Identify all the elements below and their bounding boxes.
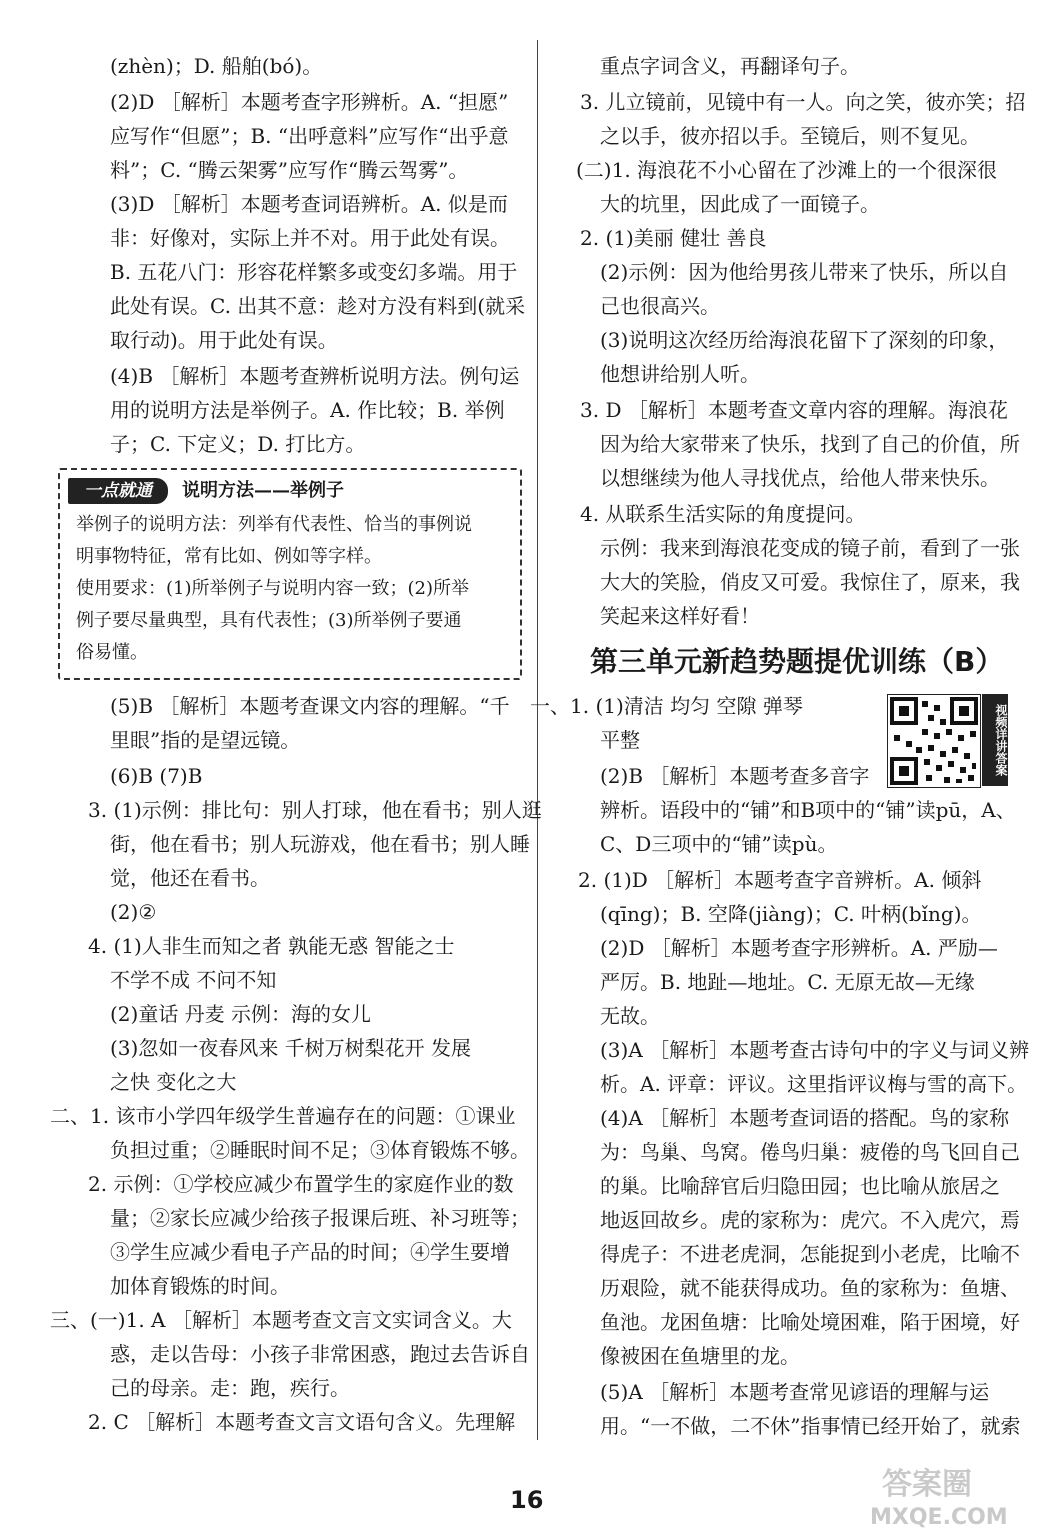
text-line: B. 五花八门：形容花样繁多或变幻多端。用于 (110, 260, 518, 284)
text-line: 4. 从联系生活实际的角度提问。 (580, 502, 866, 526)
text-line: 3. (1)示例：排比句：别人打球，他在看书；别人逛 (88, 798, 542, 822)
text-line: (qīng)；B. 空降(jiàng)；C. 叶柄(bǐng)。 (600, 902, 982, 926)
text-line: 笑起来这样好看！ (600, 604, 760, 628)
text-line: (3)A ［解析］本题考查古诗句中的字义与词义辨 (600, 1038, 1030, 1062)
text-line: 3. D ［解析］本题考查文章内容的理解。海浪花 (580, 398, 1008, 422)
text-line: (2)B ［解析］本题考查多音字 (600, 764, 870, 788)
text-line: 析。A. 评章：评议。这里指评议梅与雪的高下。 (600, 1072, 1028, 1096)
text-line: 此处有误。C. 出其不意：趁对方没有料到(就采 (110, 294, 526, 318)
text-line: 2. C ［解析］本题考查文言文语句含义。先理解 (88, 1410, 516, 1434)
text-line: 严厉。B. 地趾—地址。C. 无原无故—无缘 (600, 970, 975, 994)
text-line: 己也很高兴。 (600, 294, 720, 318)
text-line: (二)1. 海浪花不小心留在了沙滩上的一个很深很 (576, 158, 998, 182)
text-line: 大的坑里，因此成了一面镜子。 (600, 192, 880, 216)
text-line: 非：好像对，实际上并不对。用于此处有误。 (110, 226, 510, 250)
text-line: 料”；C. “腾云架雾”应写作“腾云驾雾”。 (110, 158, 469, 182)
tip-line: 俗易懂。 (76, 642, 148, 663)
text-line: 重点字词含义，再翻译句子。 (600, 54, 860, 78)
text-line: 辨析。语段中的“铺”和B项中的“铺”读pū，A、 (600, 798, 1016, 822)
text-line: 用。“一不做，二不休”指事情已经开始了，就索 (600, 1414, 1021, 1438)
qr-code-icon[interactable] (887, 694, 981, 788)
text-line: (3)D ［解析］本题考查词语辨析。A. 似是而 (110, 192, 508, 216)
text-line: 街，他在看书；别人玩游戏，他在看书；别人睡 (110, 832, 530, 856)
text-line: 二、1. 该市小学四年级学生普遍存在的问题：①课业 (50, 1104, 516, 1128)
text-line: 像被困在鱼塘里的龙。 (600, 1344, 800, 1368)
text-line: 负担过重；②睡眠时间不足；③体育锻炼不够。 (110, 1138, 530, 1162)
text-line: 得虎子：不进老虎洞，怎能捉到小老虎，比喻不 (600, 1242, 1020, 1266)
qr-label: 视频详讲答案 (982, 694, 1008, 786)
text-line: 取行动)。用于此处有误。 (110, 328, 338, 352)
text-line: (2)D ［解析］本题考查字形辨析。A. “担愿” (110, 90, 509, 114)
text-line: 三、(一)1. A ［解析］本题考查文言文实词含义。大 (50, 1308, 512, 1332)
watermark-url: MXQE.COM (870, 1505, 1008, 1530)
text-line: 2. (1)美丽 健壮 善良 (580, 226, 767, 250)
text-line: 的巢。比喻辞官后归隐田园；也比喻从旅居之 (600, 1174, 1000, 1198)
text-line: (2)示例：因为他给男孩儿带来了快乐，所以自 (600, 260, 1009, 284)
text-line: 鱼池。龙困鱼塘：比喻处境困难，陷于困境，好 (600, 1310, 1020, 1334)
text-line: 为：鸟巢、鸟窝。倦鸟归巢：疲倦的鸟飞回自己 (600, 1140, 1020, 1164)
tip-box (58, 468, 522, 680)
text-line: 2. (1)D ［解析］本题考查字音辨析。A. 倾斜 (578, 868, 982, 892)
tip-line: 明事物特征，常有比如、例如等字样。 (76, 546, 382, 567)
tip-badge: 一点就通 (68, 478, 168, 504)
tip-line: 举例子的说明方法：列举有代表性、恰当的事例说 (76, 514, 472, 535)
text-line: 之快 变化之大 (110, 1070, 237, 1094)
text-line: 量；②家长应减少给孩子报课后班、补习班等； (110, 1206, 530, 1230)
text-line: 他想讲给别人听。 (600, 362, 760, 386)
text-line: 用的说明方法是举例子。A. 作比较；B. 举例 (110, 398, 505, 422)
text-line: 2. 示例：①学校应减少布置学生的家庭作业的数 (88, 1172, 514, 1196)
text-line: (zhèn)；D. 船舶(bó)。 (110, 54, 323, 78)
tip-title: 说明方法——举例子 (182, 480, 344, 501)
text-line: 惑，走以告母：小孩子非常困惑，跑过去告诉自 (110, 1342, 530, 1366)
text-line: 己的母亲。走：跑，疾行。 (110, 1376, 350, 1400)
text-line: 子；C. 下定义；D. 打比方。 (110, 432, 366, 456)
text-line: C、D三项中的“铺”读pù。 (600, 832, 838, 856)
text-line: 地返回故乡。虎的家称为：虎穴。不入虎穴，焉 (600, 1208, 1020, 1232)
text-line: 加体育锻炼的时间。 (110, 1274, 290, 1298)
tip-line: 例子要尽量典型，具有代表性；(3)所举例子要通 (76, 610, 462, 631)
text-line: (5)B ［解析］本题考查课文内容的理解。“千 (110, 694, 510, 718)
text-line: (3)忽如一夜春风来 千树万树梨花开 发展 (110, 1036, 472, 1060)
text-line: 无故。 (600, 1004, 660, 1028)
text-line: (3)说明这次经历给海浪花留下了深刻的印象， (600, 328, 1009, 352)
text-line: 以想继续为他人寻找优点，给他人带来快乐。 (600, 466, 1000, 490)
text-line: 示例：我来到海浪花变成的镜子前，看到了一张 (600, 536, 1020, 560)
text-line: ③学生应减少看电子产品的时间；④学生要增 (110, 1240, 510, 1264)
text-line: 因为给大家带来了快乐，找到了自己的价值，所 (600, 432, 1020, 456)
column-divider (537, 40, 538, 1440)
text-line: 之以手，彼亦招以手。至镜后，则不复见。 (600, 124, 980, 148)
text-line: 4. (1)人非生而知之者 孰能无惑 智能之士 (88, 934, 455, 958)
text-line: 3. 儿立镜前，见镜中有一人。向之笑，彼亦笑；招 (580, 90, 1026, 114)
tip-line: 使用要求：(1)所举例子与说明内容一致；(2)所举 (76, 578, 469, 599)
text-line: 不学不成 不问不知 (110, 968, 277, 992)
text-line: 觉，他还在看书。 (110, 866, 270, 890)
watermark-title: 答案圈 (882, 1467, 972, 1502)
text-line: (2)童话 丹麦 示例：海的女儿 (110, 1002, 372, 1026)
text-line: (6)B (7)B (110, 764, 203, 788)
text-line: 平整 (600, 728, 640, 752)
text-line: (2)D ［解析］本题考查字形辨析。A. 严励— (600, 936, 998, 960)
text-line: (5)A ［解析］本题考查常见谚语的理解与运 (600, 1380, 990, 1404)
text-line: (4)B ［解析］本题考查辨析说明方法。例句运 (110, 364, 520, 388)
text-line: 里眼”指的是望远镜。 (110, 728, 301, 752)
text-line: 大大的笑脸，俏皮又可爱。我惊住了，原来，我 (600, 570, 1020, 594)
text-line: 历艰险，就不能获得成功。鱼的家称为：鱼塘、 (600, 1276, 1020, 1300)
text-line: (2)② (110, 900, 157, 924)
page-number: 16 (510, 1486, 544, 1514)
section-title: 第三单元新趋势题提优训练（B） (590, 645, 1004, 678)
watermark-logo (862, 1458, 1032, 1530)
text-line: (4)A ［解析］本题考查词语的搭配。鸟的家称 (600, 1106, 1010, 1130)
text-line: 应写作“但愿”；B. “出呼意料”应写作“出乎意 (110, 124, 509, 148)
text-line: 一、1. (1)清洁 均匀 空隙 弹琴 (530, 694, 803, 718)
